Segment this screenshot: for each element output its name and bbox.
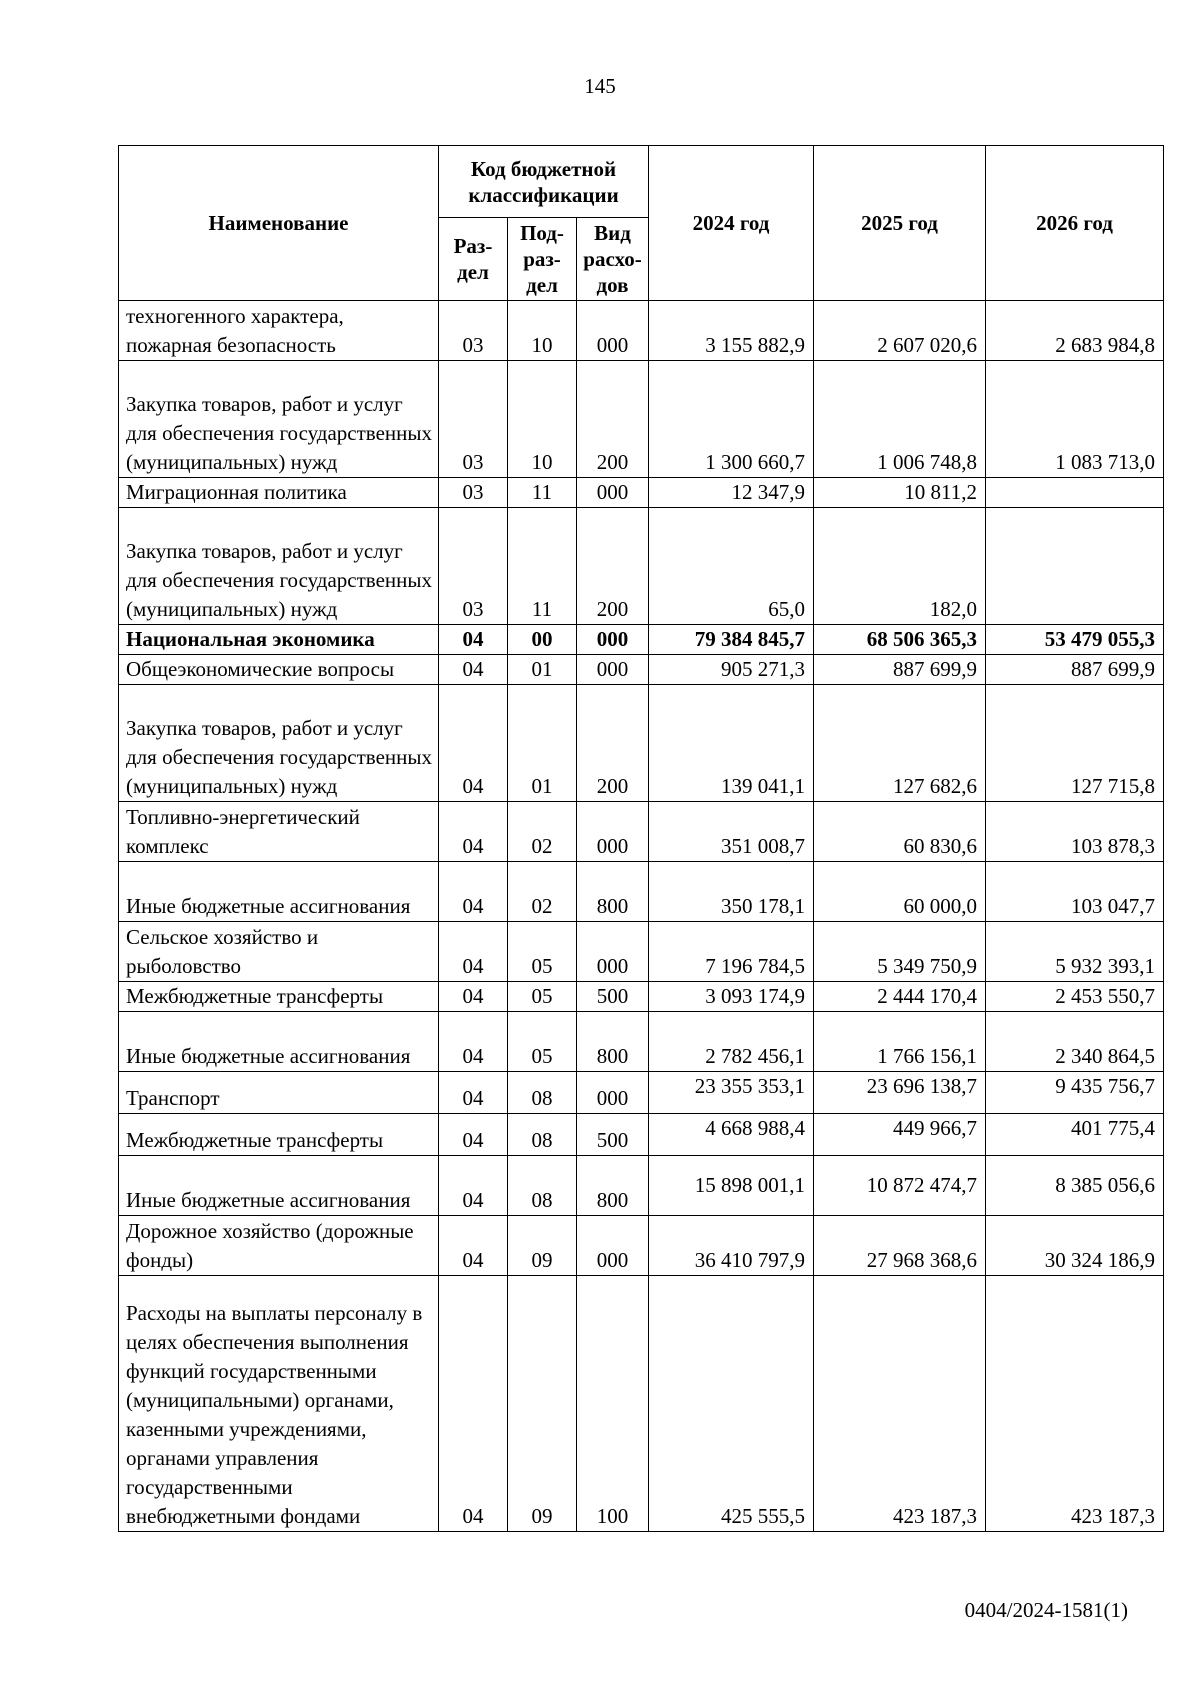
row-subsection: 05 [508,982,577,1012]
row-section: 04 [439,1276,508,1532]
row-name: Дорожное хозяйство (дорожные фонды) [119,1216,439,1276]
row-subsection: 02 [508,802,577,862]
row-amount-2025: 10 811,2 [814,478,986,508]
table-row [119,625,1164,655]
row-amount-2026: 127 715,8 [986,685,1164,802]
row-name: техногенного характера, пожарная безопасность [119,301,439,361]
row-section: 04 [439,982,508,1012]
row-amount-2025: 60 830,6 [814,802,986,862]
row-amount-2024: 12 347,9 [649,478,814,508]
row-section: 03 [439,301,508,361]
row-name: Закупка товаров, работ и услуг для обеспечения государственных (муниципальных) нужд [119,508,439,625]
row-name: Межбюджетные трансферты [119,1114,439,1156]
row-amount-2025: 2 444 170,4 [814,982,986,1012]
table-row [119,361,1164,478]
table-row [119,802,1164,862]
row-subsection: 11 [508,478,577,508]
row-amount-2026: 9 435 756,7 [986,1072,1164,1114]
row-subsection: 09 [508,1216,577,1276]
row-amount-2024: 3 155 882,9 [649,301,814,361]
row-subsection: 05 [508,1012,577,1072]
row-section: 04 [439,1156,508,1216]
header-year-2024: 2024 год [649,146,814,301]
table-row [119,655,1164,685]
row-amount-2025: 68 506 365,3 [814,625,986,655]
row-amount-2025: 60 000,0 [814,862,986,922]
header-name: Наименование [119,146,439,301]
row-expense-type: 100 [577,1276,649,1532]
row-amount-2024: 36 410 797,9 [649,1216,814,1276]
row-name: Межбюджетные трансферты [119,982,439,1012]
row-expense-type: 000 [577,625,649,655]
row-expense-type: 000 [577,1216,649,1276]
row-section: 03 [439,508,508,625]
row-subsection: 11 [508,508,577,625]
row-section: 04 [439,1216,508,1276]
row-subsection: 08 [508,1156,577,1216]
row-amount-2025: 127 682,6 [814,685,986,802]
row-expense-type: 500 [577,1114,649,1156]
row-subsection: 01 [508,655,577,685]
row-section: 03 [439,478,508,508]
row-amount-2026: 53 479 055,3 [986,625,1164,655]
document-code: 0404/2024-1581(1) [964,1598,1128,1622]
table-body [119,301,1164,1532]
row-name: Общеэкономические вопросы [119,655,439,685]
row-expense-type: 800 [577,1156,649,1216]
row-expense-type: 200 [577,685,649,802]
row-amount-2024: 425 555,5 [649,1276,814,1532]
row-amount-2026: 423 187,3 [986,1276,1164,1532]
row-amount-2024: 351 008,7 [649,802,814,862]
row-amount-2026: 887 699,9 [986,655,1164,685]
table-row [119,1072,1164,1114]
row-amount-2025: 5 349 750,9 [814,922,986,982]
row-amount-2026: 5 932 393,1 [986,922,1164,982]
row-subsection: 01 [508,685,577,802]
row-name: Топливно-энергетический комплекс [119,802,439,862]
row-expense-type: 200 [577,508,649,625]
row-amount-2025: 27 968 368,6 [814,1216,986,1276]
row-name: Закупка товаров, работ и услуг для обеспечения государственных (муниципальных) нужд [119,685,439,802]
row-amount-2024: 7 196 784,5 [649,922,814,982]
row-expense-type: 800 [577,1012,649,1072]
row-subsection: 00 [508,625,577,655]
row-amount-2025: 423 187,3 [814,1276,986,1532]
row-expense-type: 000 [577,478,649,508]
row-amount-2026: 1 083 713,0 [986,361,1164,478]
row-amount-2024: 139 041,1 [649,685,814,802]
row-subsection: 08 [508,1114,577,1156]
row-subsection: 10 [508,361,577,478]
table-row [119,1156,1164,1216]
row-section: 04 [439,625,508,655]
row-amount-2024: 3 093 174,9 [649,982,814,1012]
row-section: 03 [439,361,508,478]
header-year-2026: 2026 год [986,146,1164,301]
row-amount-2024: 23 355 353,1 [649,1072,814,1114]
row-amount-2025: 182,0 [814,508,986,625]
table-row [119,1276,1164,1532]
table-row [119,301,1164,361]
row-subsection: 10 [508,301,577,361]
row-expense-type: 000 [577,655,649,685]
header-year-2025: 2025 год [814,146,986,301]
row-subsection: 05 [508,922,577,982]
row-section: 04 [439,1072,508,1114]
row-amount-2025: 1 006 748,8 [814,361,986,478]
row-amount-2025: 2 607 020,6 [814,301,986,361]
row-amount-2024: 1 300 660,7 [649,361,814,478]
row-amount-2025: 1 766 156,1 [814,1012,986,1072]
header-subsection: Под-раз-дел [508,218,577,301]
row-expense-type: 000 [577,1072,649,1114]
row-amount-2024: 65,0 [649,508,814,625]
row-amount-2025: 23 696 138,7 [814,1072,986,1114]
row-amount-2024: 905 271,3 [649,655,814,685]
row-name: Сельское хозяйство и рыболовство [119,922,439,982]
row-amount-2026: 2 683 984,8 [986,301,1164,361]
table-row [119,1012,1164,1072]
table-row [119,862,1164,922]
row-amount-2025: 887 699,9 [814,655,986,685]
row-name: Иные бюджетные ассигнования [119,862,439,922]
row-section: 04 [439,802,508,862]
row-amount-2026: 2 340 864,5 [986,1012,1164,1072]
row-name: Национальная экономика [119,625,439,655]
table-row [119,1216,1164,1276]
row-subsection: 09 [508,1276,577,1532]
row-name: Миграционная политика [119,478,439,508]
row-subsection: 08 [508,1072,577,1114]
table-row [119,1114,1164,1156]
row-amount-2026 [986,478,1164,508]
page-number: 145 [584,74,616,98]
table-row [119,685,1164,802]
row-amount-2026: 401 775,4 [986,1114,1164,1156]
table-row [119,508,1164,625]
row-amount-2024: 15 898 001,1 [649,1156,814,1216]
row-amount-2026: 2 453 550,7 [986,982,1164,1012]
row-expense-type: 500 [577,982,649,1012]
row-expense-type: 000 [577,301,649,361]
row-expense-type: 000 [577,802,649,862]
row-amount-2026 [986,508,1164,625]
row-name: Транспорт [119,1072,439,1114]
row-subsection: 02 [508,862,577,922]
header-code-group: Код бюджетной классификации [439,146,649,218]
row-amount-2024: 350 178,1 [649,862,814,922]
header-expense-type: Вид расхо-дов [577,218,649,301]
row-amount-2024: 79 384 845,7 [649,625,814,655]
row-amount-2026: 103 878,3 [986,802,1164,862]
row-amount-2024: 2 782 456,1 [649,1012,814,1072]
table-row [119,982,1164,1012]
budget-table [118,145,1164,1532]
row-name: Закупка товаров, работ и услуг для обеспечения государственных (муниципальных) нужд [119,361,439,478]
header-section: Раз-дел [439,218,508,301]
row-name: Расходы на выплаты персоналу в целях обеспечения выполнения функций государственными (муниципальными) органами, казенными учреждениями, органами управления государственными внебюджетными фондами [119,1276,439,1532]
row-expense-type: 000 [577,922,649,982]
row-name: Иные бюджетные ассигнования [119,1012,439,1072]
row-expense-type: 800 [577,862,649,922]
row-section: 04 [439,922,508,982]
row-section: 04 [439,1114,508,1156]
row-amount-2026: 30 324 186,9 [986,1216,1164,1276]
row-name: Иные бюджетные ассигнования [119,1156,439,1216]
row-section: 04 [439,1012,508,1072]
row-amount-2024: 4 668 988,4 [649,1114,814,1156]
table-row [119,922,1164,982]
row-amount-2025: 10 872 474,7 [814,1156,986,1216]
row-section: 04 [439,655,508,685]
row-amount-2025: 449 966,7 [814,1114,986,1156]
row-section: 04 [439,685,508,802]
row-amount-2026: 103 047,7 [986,862,1164,922]
row-expense-type: 200 [577,361,649,478]
row-section: 04 [439,862,508,922]
table-row [119,478,1164,508]
row-amount-2026: 8 385 056,6 [986,1156,1164,1216]
